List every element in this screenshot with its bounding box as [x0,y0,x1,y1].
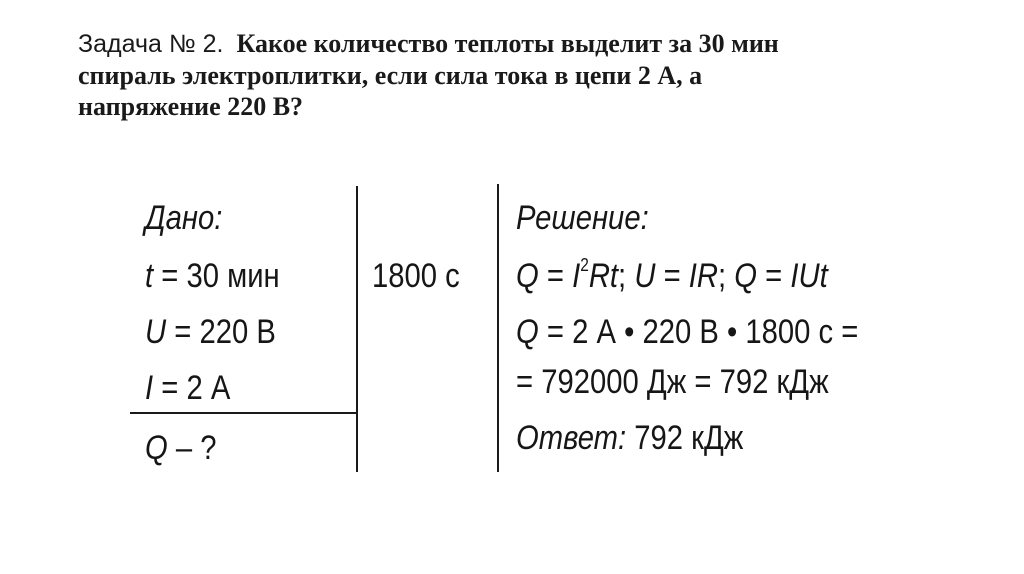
formula-eq-3: = [757,257,791,295]
solution-calculation [516,312,858,352]
problem-label: Задача № 2. [78,30,224,58]
given-time-value: = 30 мин [153,257,280,295]
given-voltage [145,312,276,352]
formula-eq-2: = [655,257,689,295]
solution-header: Решение: [516,199,649,237]
given-current-var: I [145,369,154,407]
given-time [145,256,280,296]
given-voltage-value: = 220 В [166,313,276,351]
problem-text-3: напряжение 220 В? [78,92,304,121]
problem-text-1: Какое количество теплоты выделит за 30 мин [236,29,779,58]
given-current-value: = 2 А [153,369,231,407]
formula-u: U [634,257,656,295]
given-divider [130,412,358,414]
find-quantity [145,428,217,468]
calc-q: Q [516,313,539,351]
find-mark: – ? [167,429,217,467]
formula-iut: IUt [790,257,828,295]
formula-sep-1: ; [618,257,635,295]
given-header: Дано: [145,199,223,237]
given-voltage-var: U [145,313,167,351]
vertical-divider-right [497,184,499,472]
solution-result: = 792000 Дж = 792 кДж [516,363,829,401]
solution-formulas [516,256,828,301]
given-current [145,368,230,408]
formula-q: Q [516,257,539,295]
formula-q2: Q [734,257,758,295]
given-time-var: t [145,257,154,295]
answer-label: Ответ: [516,419,627,457]
conversion-value: 1800 с [372,257,460,295]
formula-i: I [572,257,581,295]
solution-answer [516,418,743,458]
formula-ir: IR [688,257,719,295]
calc-expression: = 2 А • 220 В • 1800 с = [538,313,859,351]
formula-eq-1: = [538,257,573,295]
problem-text-2: спираль электроплитки, если сила тока в цепи 2 А, а [78,61,703,90]
formula-exponent: 2 [580,255,589,275]
answer-value: 792 кДж [626,419,744,457]
vertical-divider-left [356,186,358,472]
formula-rt: Rt [588,257,619,295]
formula-sep-2: ; [718,257,735,295]
find-var: Q [145,429,168,467]
